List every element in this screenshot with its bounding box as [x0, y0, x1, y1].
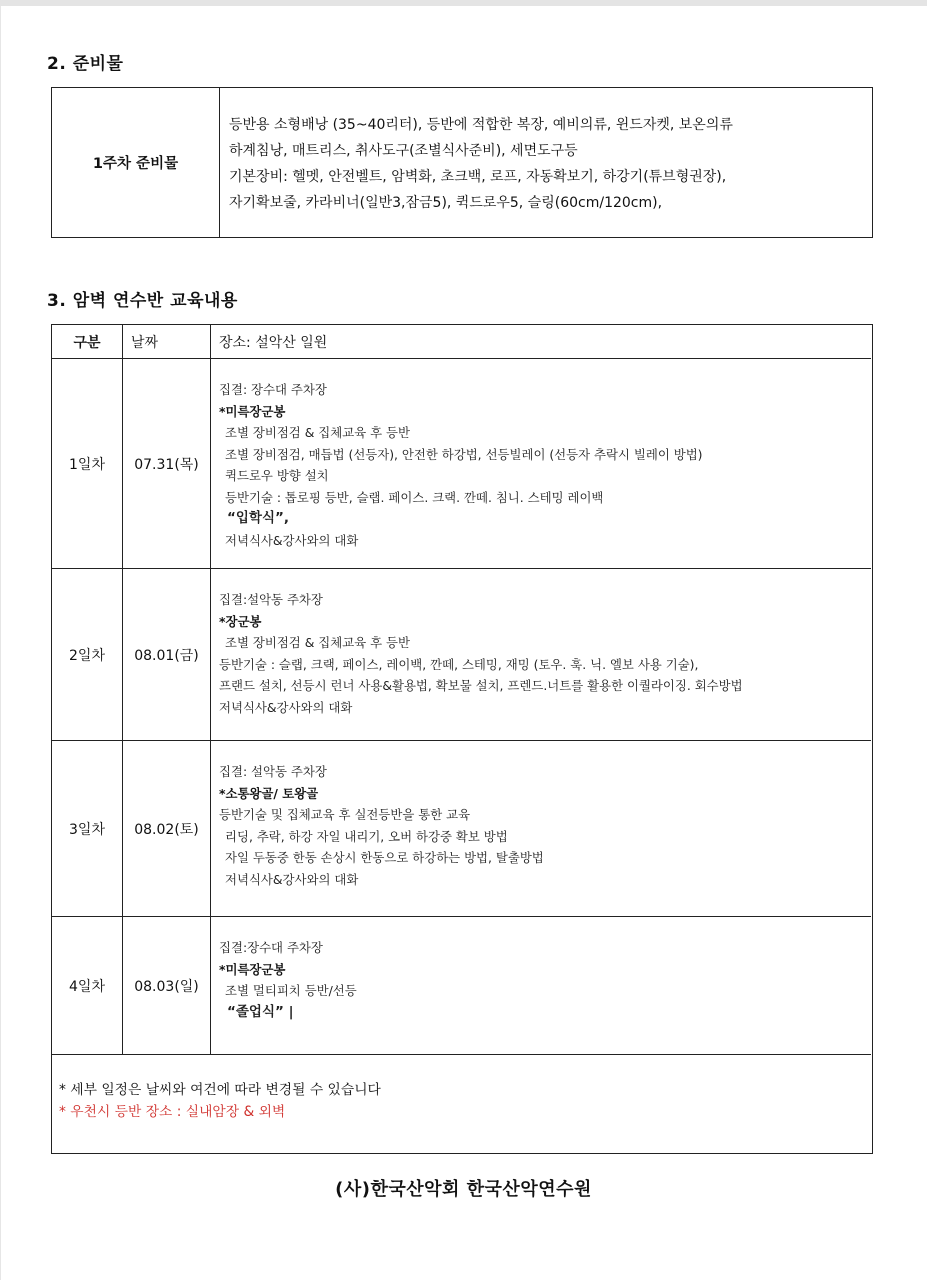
organization-footer: (사)한국산악회 한국산악연수원: [335, 1179, 592, 1200]
detail-line: *장군봉: [219, 613, 262, 629]
header-division: 구분: [52, 325, 123, 358]
note-weather: * 세부 일정은 날씨와 여건에 따라 변경될 수 있습니다: [59, 1082, 381, 1098]
detail-line: “입학식”,: [227, 510, 289, 526]
detail-line: 등반기술 : 슬랩, 크랙, 페이스, 레이백, 깐떼, 스테밍, 재밍 (토우. 훅. 닉. 엘보 사용 기술),: [219, 656, 699, 672]
detail-line: 자일 두동중 한동 손상시 한동으로 하강하는 방법, 탈출방법: [225, 850, 544, 865]
day-details: [211, 741, 871, 916]
section-title-preparation: 2. 준비물: [47, 54, 124, 74]
day-date: 08.01(금): [123, 569, 211, 740]
schedule-row-day1: [52, 359, 871, 569]
schedule-table: [51, 324, 873, 1154]
detail-line: *소통왕골/ 토왕골: [219, 785, 319, 801]
detail-line: 조별 장비점검 & 집체교육 후 등반: [225, 425, 410, 440]
detail-line: 집결: 설악동 주차장: [219, 764, 327, 779]
preparation-line: 등반용 소형배낭 (35~40리터), 등반에 적합한 복장, 예비의류, 윈드자켓, 보온의류: [229, 117, 733, 133]
schedule-notes: [59, 1079, 381, 1123]
detail-line: 집결:장수대 주차장: [219, 940, 323, 955]
day-label: 4일차: [52, 917, 123, 1054]
top-border-bar: [0, 0, 927, 6]
day-date: 08.02(토): [123, 741, 211, 916]
day-date: 07.31(목): [123, 359, 211, 568]
preparation-table: [51, 87, 873, 238]
detail-line: 집결:설악동 주차장: [219, 592, 323, 607]
detail-line: 퀵드로우 방향 설치: [225, 468, 329, 483]
detail-line: 조별 장비점검 & 집체교육 후 등반: [225, 635, 410, 650]
schedule-row-day4: [52, 917, 871, 1055]
detail-line: 프랜드 설치, 선등시 런너 사용&활용법, 확보물 설치, 프렌드.너트를 활용한 이퀄라이징. 회수방법: [219, 678, 743, 693]
preparation-line: 기본장비: 헬멧, 안전벨트, 암벽화, 초크백, 로프, 자동확보기, 하강기(튜브형권장),: [229, 169, 727, 185]
schedule-row-day3: [52, 741, 871, 917]
day-label: 1일차: [52, 359, 123, 568]
day-details: [211, 569, 871, 740]
day-details: [211, 917, 871, 1054]
day-details: [211, 359, 871, 568]
section-title-education: 3. 암벽 연수반 교육내용: [47, 291, 238, 311]
detail-line: 저녁식사&강사와의 대화: [219, 699, 353, 715]
header-location: 장소: 설악산 일원: [219, 334, 328, 351]
preparation-content: [220, 88, 872, 237]
detail-line: 집결: 장수대 주차장: [219, 382, 327, 397]
detail-line: 조별 장비점검, 매듭법 (선등자), 안전한 하강법, 선등빌레이 (선등자 추락시 빌레이 방법): [225, 446, 703, 462]
schedule-row-day2: [52, 569, 871, 741]
header-date: 날짜: [123, 325, 211, 358]
detail-line: 등반기술 및 집체교육 후 실전등반을 통한 교육: [219, 807, 471, 822]
left-page-edge: [0, 6, 1, 1280]
day-label: 3일차: [52, 741, 123, 916]
preparation-label: 1주차 준비물: [52, 88, 220, 237]
note-rain-location: * 우천시 등반 장소 : 실내암장 & 외벽: [59, 1104, 286, 1120]
detail-line: “졸업식” |: [227, 1003, 294, 1020]
day-date: 08.03(일): [123, 917, 211, 1054]
day-label: 2일차: [52, 569, 123, 740]
detail-line: 리딩, 추락, 하강 자일 내리기, 오버 하강중 확보 방법: [225, 828, 508, 844]
schedule-header-row: [52, 325, 871, 359]
detail-line: 등반기술 : 톱로핑 등반, 슬랩. 페이스. 크랙. 깐떼. 침니. 스테밍 레이백: [225, 489, 604, 505]
detail-line: 저녁식사&강사와의 대화: [225, 532, 359, 548]
detail-line: 조별 멀티피치 등반/선등: [225, 983, 357, 998]
detail-line: 저녁식사&강사와의 대화: [225, 871, 359, 887]
detail-line: *미륵장군봉: [219, 403, 286, 419]
preparation-line: 하계침낭, 매트리스, 취사도구(조별식사준비), 세면도구등: [229, 143, 578, 159]
detail-line: *미륵장군봉: [219, 961, 286, 977]
preparation-line: 자기확보줄, 카라비너(일반3,잠금5), 퀵드로우5, 슬링(60cm/120cm),: [229, 195, 663, 211]
